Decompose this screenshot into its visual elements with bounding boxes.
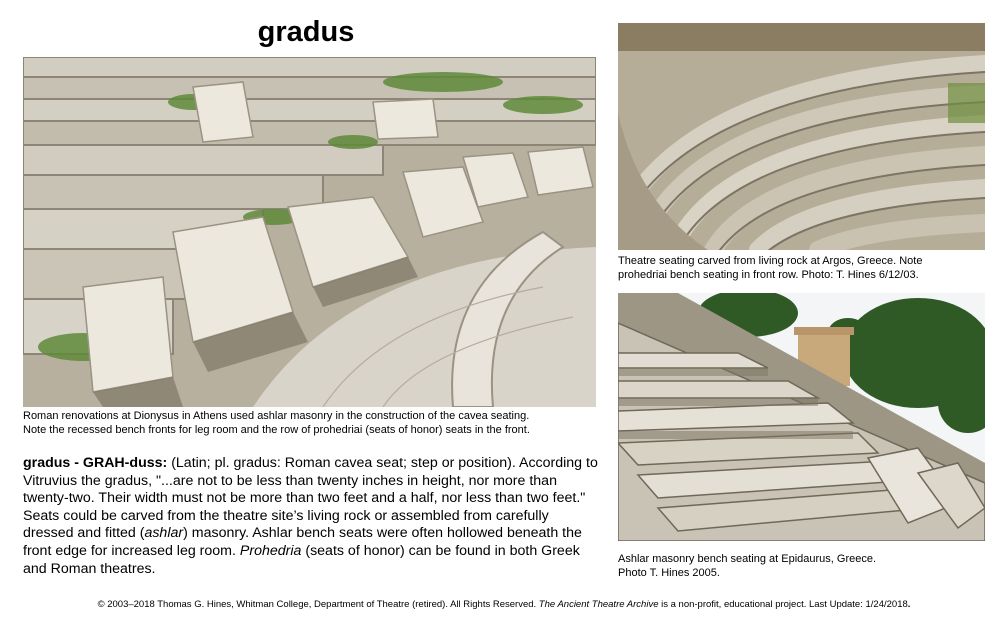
argos-seating-photo: [618, 23, 985, 250]
definition-body-2: ) masonry. Ashlar bench seats were often hollowed beneath the front edge for increased leg room.: [23, 525, 582, 559]
definition-etymology: (Latin; pl. gradus: Roman cavea seat; step or position).: [167, 455, 516, 471]
epidaurus-caption: [618, 552, 990, 580]
definition-term: gradus - GRAH-duss:: [23, 455, 168, 471]
definition-body-3: (seats of honor) can be found in both Greek and Roman theatres.: [23, 542, 580, 577]
page-title: gradus: [257, 16, 355, 48]
epidaurus-caption-line-2: Photo T. Hines 2005.: [618, 567, 720, 579]
argos-caption-line-2: prohedriai bench seating in front row. Photo: T. Hines 6/12/03.: [618, 269, 919, 281]
definition-body-1: According to Vitruvius the gradus, "...are not to be less than twenty inches in height, nor more than twenty-two. Their width must not be more than two feet and a half, nor less than two feet." Seats could be carved from the theatre site’s living rock or assembled from carefully dressed and fitted (: [23, 455, 598, 542]
dionysus-caption-line-2: Note the recessed bench fronts for leg room and the row of prohedriai (seats of honor) seats in the front.: [23, 424, 530, 436]
dionysus-caption: [23, 409, 603, 437]
epidaurus-caption-line-1: Ashlar masonry bench seating at Epidaurus, Greece.: [618, 553, 877, 565]
argos-caption: [618, 254, 990, 282]
definition-paragraph: [23, 455, 603, 578]
footer-end: .: [907, 599, 911, 610]
definition-ashlar: ashlar: [144, 525, 184, 542]
argos-caption-line-1: Theatre seating carved from living rock at Argos, Greece. Note: [618, 255, 923, 267]
epidaurus-seating-photo: [618, 293, 985, 541]
footer-text-2: is a non-profit, educational project. Last Update: 1/24/2018: [658, 599, 908, 610]
definition-prohedria: Prohedria: [239, 542, 302, 559]
footer-text-1: © 2003–2018 Thomas G. Hines, Whitman College, Department of Theatre (retired). All Rights Reserved.: [97, 599, 539, 610]
dionysus-caption-line-1: Roman renovations at Dionysus in Athens used ashlar masonry in the construction of the cavea seating.: [23, 410, 530, 422]
dionysus-seating-photo: [23, 57, 596, 407]
copyright-footer: [0, 599, 1008, 610]
footer-archive-name: The Ancient Theatre Archive: [538, 599, 659, 610]
